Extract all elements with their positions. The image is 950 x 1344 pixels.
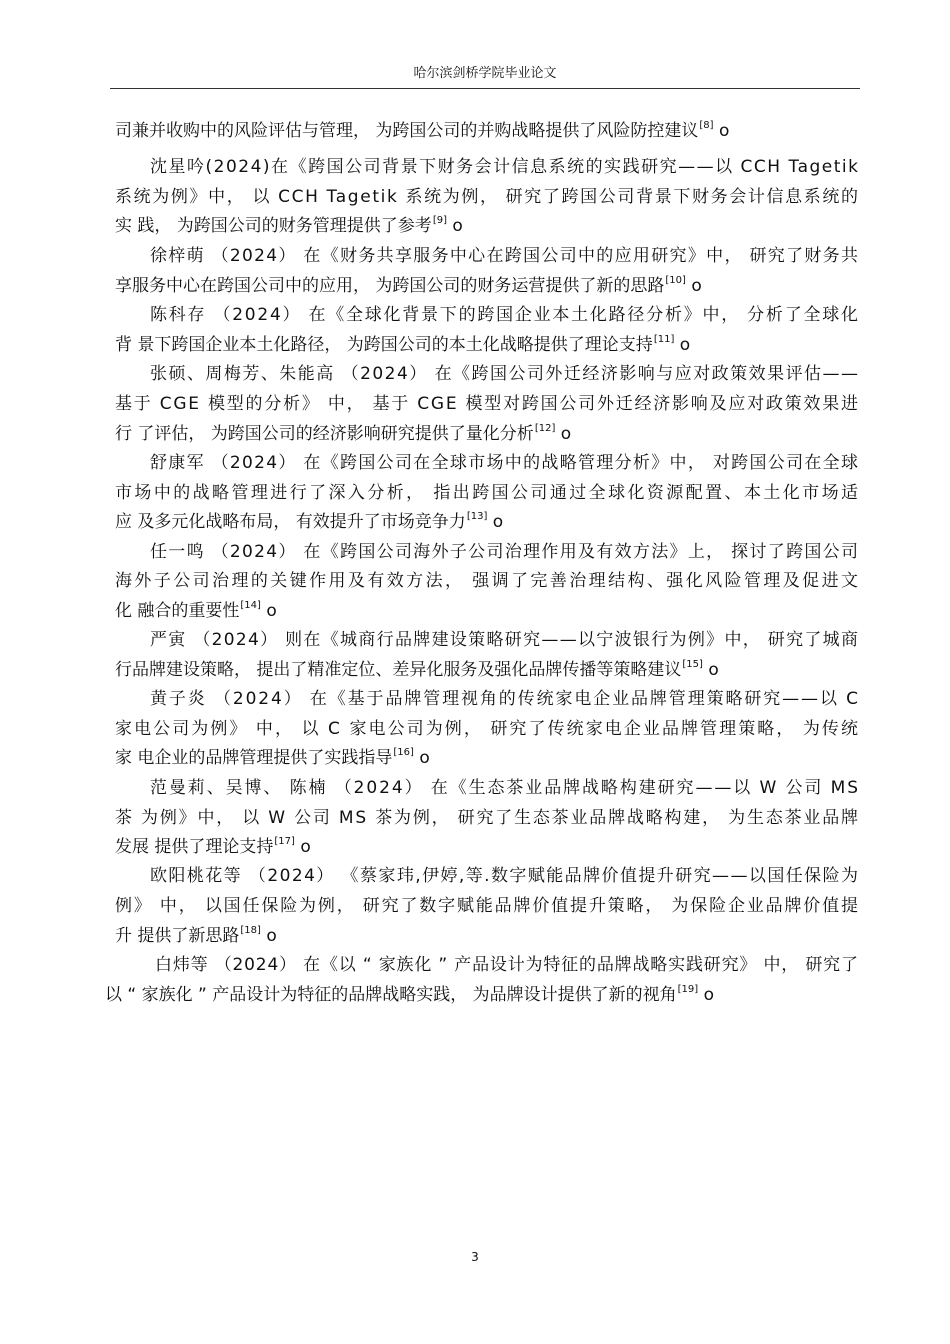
line-text: 范曼莉、吴博、 陈楠 （2024） 在《生态茶业品牌战略构建研究——以 W 公司 MS: [150, 778, 860, 798]
citation-ref: [12]: [534, 423, 556, 434]
running-header: 哈尔滨剑桥学院毕业论文: [413, 66, 557, 81]
line-text: 实 践， 为跨国公司的财务管理提供了参考: [115, 216, 432, 236]
paragraph-line: [105, 985, 714, 1008]
paragraph-line: [155, 955, 859, 975]
line-text: 家电公司为例》 中， 以 C 家电公司为例， 研究了传统家电企业品牌管理策略， 为传统: [115, 719, 861, 739]
paragraph-line: [115, 719, 860, 739]
citation-ref: [11]: [653, 334, 675, 345]
line-end-mark: o: [413, 748, 430, 768]
paragraph-line: [115, 808, 860, 828]
citation-ref: [10]: [665, 275, 686, 286]
paragraph-line: [150, 866, 859, 886]
line-end-mark: o: [260, 926, 277, 946]
line-text: 基于 CGE 模型的分析》 中， 基于 CGE 模型对跨国公司外迁经济影响及应对政策效果进: [115, 394, 860, 414]
line-text: 白炜等 （2024） 在《以 “ 家族化 ” 产品设计为特征的品牌战略实践研究》 中， 研究了: [155, 955, 859, 975]
line-end-mark: o: [555, 424, 572, 444]
line-end-mark: o: [713, 121, 730, 141]
citation-ref: [14]: [240, 600, 261, 611]
line-end-mark: o: [487, 512, 504, 532]
citation-ref: [8]: [699, 120, 714, 131]
line-text: 黄子炎 （2024） 在《基于品牌管理视角的传统家电企业品牌管理策略研究——以 C: [150, 689, 860, 709]
paragraph-line: [115, 571, 860, 591]
line-text: 徐梓萌 （2024） 在《财务共享服务中心在跨国公司中的应用研究》中， 研究了财务共: [150, 246, 860, 266]
line-text: 欧阳桃花等 （2024） 《蔡家玮,伊婷,等.数字赋能品牌价值提升研究——以国任保险为: [150, 866, 860, 886]
line-end-mark: o: [698, 985, 714, 1005]
line-text: 背 景下跨国企业本土化路径， 为跨国公司的本土化战略提供了理论支持: [115, 335, 653, 355]
line-end-mark: o: [446, 216, 463, 236]
paragraph-line: [115, 837, 311, 860]
paragraph-line: [115, 276, 702, 299]
line-end-mark: o: [685, 276, 702, 296]
line-text: 陈科存 （2024） 在《全球化背景下的跨国企业本土化路径分析》中， 分析了全球化: [150, 305, 860, 325]
line-text: 化 融合的重要性: [115, 601, 240, 621]
line-text: 海外子公司治理的关键作用及有效方法， 强调了完善治理结构、强化风险管理及促进文: [115, 571, 861, 591]
line-text: 茶 为例》中， 以 W 公司 MS 茶为例， 研究了生态茶业品牌战略构建， 为生态茶业品牌: [115, 808, 860, 828]
citation-ref: [15]: [682, 659, 703, 670]
line-text: 张硕、周梅芳、朱能高 （2024） 在《跨国公司外迁经济影响与应对政策效果评估——: [150, 364, 860, 384]
line-text: 行品牌建设策略， 提出了精准定位、差异化服务及强化品牌传播等策略建议: [115, 660, 682, 680]
paragraph-line: [115, 424, 571, 447]
paragraph-line: [115, 216, 463, 239]
paragraph-line: [115, 748, 430, 771]
line-text: 升 提供了新思路: [115, 926, 240, 946]
line-text: 以 “ 家族化 ” 产品设计为特征的品牌战略实践， 为品牌设计提供了新的视角: [105, 985, 677, 1005]
paragraph-line: [115, 483, 860, 503]
citation-ref: [16]: [393, 747, 414, 758]
paragraph-line: [150, 305, 860, 325]
paragraph-line: [150, 246, 859, 266]
paragraph-line: [115, 121, 729, 144]
page-number: 3: [471, 1250, 479, 1264]
paragraph-line: [115, 512, 503, 535]
line-text: 舒康军 （2024） 在《跨国公司在全球市场中的战略管理分析》中， 对跨国公司在全球: [150, 453, 860, 473]
line-text: 系统为例》中， 以 CCH Tagetik 系统为例， 研究了跨国公司背景下财务会计信息系统的: [115, 187, 860, 207]
paragraph-line: [115, 660, 719, 683]
paragraph-line: [115, 335, 690, 358]
line-text: 发展 提供了理论支持: [115, 837, 274, 857]
line-end-mark: o: [702, 660, 719, 680]
paragraph-line: [150, 364, 859, 384]
line-text: 享服务中心在跨国公司中的应用， 为跨国公司的财务运营提供了新的思路: [115, 276, 665, 296]
paragraph-line: [150, 630, 859, 650]
line-text: 例》 中， 以国任保险为例， 研究了数字赋能品牌价值提升策略， 为保险企业品牌价值提: [115, 896, 860, 916]
citation-ref: [13]: [466, 511, 488, 522]
citation-ref: [17]: [274, 836, 295, 847]
paragraph-line: [150, 689, 860, 709]
line-text: 家 电企业的品牌管理提供了实践指导: [115, 748, 393, 768]
line-text: 沈星吟(2024)在《跨国公司背景下财务会计信息系统的实践研究——以 CCH Tagetik: [150, 157, 860, 177]
citation-ref: [18]: [240, 925, 261, 936]
line-text: 任一鸣 （2024） 在《跨国公司海外子公司治理作用及有效方法》上， 探讨了跨国公司: [150, 542, 860, 562]
paragraph-line: [150, 542, 859, 562]
citation-ref: [9]: [432, 215, 447, 226]
paragraph-line: [150, 453, 859, 473]
paragraph-line: [150, 778, 860, 798]
line-text: 市场中的战略管理进行了深入分析， 指出跨国公司通过全球化资源配置、本土化市场适: [115, 483, 861, 503]
paragraph-line: [115, 601, 277, 624]
paragraph-line: [150, 157, 860, 177]
line-end-mark: o: [260, 601, 277, 621]
line-text: 严寅 （2024） 则在《城商行品牌建设策略研究——以宁波银行为例》中， 研究了城商: [150, 630, 860, 650]
paragraph-line: [115, 394, 860, 414]
line-end-mark: o: [674, 335, 691, 355]
line-text: 应 及多元化战略布局， 有效提升了市场竞争力: [115, 512, 466, 532]
paragraph-line: [115, 896, 860, 916]
citation-ref: [19]: [677, 984, 699, 995]
line-text: 行 了评估， 为跨国公司的经济影响研究提供了量化分析: [115, 424, 534, 444]
paragraph-line: [115, 926, 277, 949]
paragraph-line: [115, 187, 860, 207]
line-end-mark: o: [294, 837, 311, 857]
line-text: 司兼并收购中的风险评估与管理， 为跨国公司的并购战略提供了风险防控建议: [115, 121, 699, 141]
